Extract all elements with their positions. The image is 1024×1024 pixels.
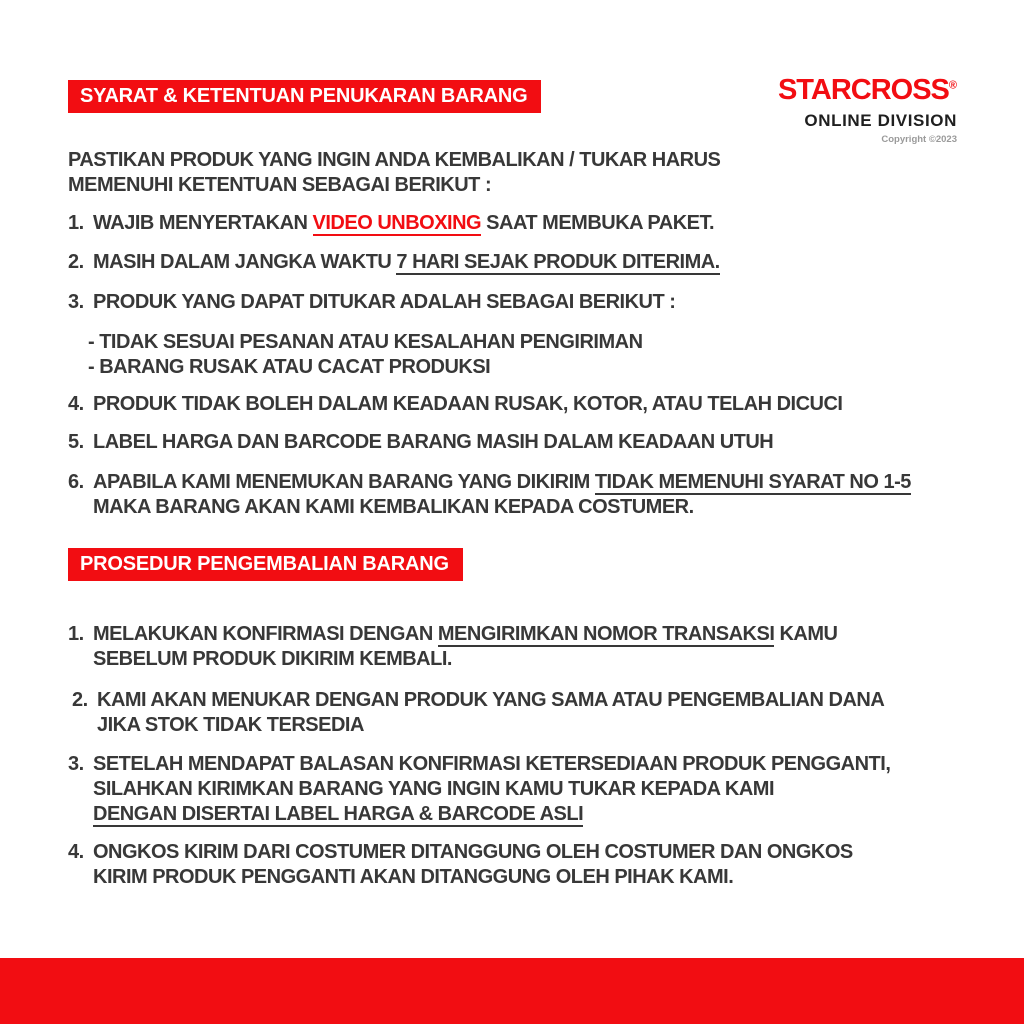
brand-division-label: ONLINE DIVISION bbox=[804, 111, 957, 130]
terms-item-6 bbox=[68, 470, 984, 520]
intro-paragraph bbox=[68, 148, 984, 198]
item-text-segment: MASIH DALAM JANGKA WAKTU bbox=[93, 251, 397, 273]
terms-item-5 bbox=[68, 430, 984, 455]
item-number: 6. bbox=[68, 471, 84, 493]
item-text-line2: SEBELUM PRODUK DIKIRIM KEMBALI. bbox=[93, 648, 452, 670]
section1-header bbox=[68, 80, 984, 113]
terms-item-3 bbox=[68, 290, 984, 315]
item-number: 1. bbox=[68, 212, 84, 234]
section1-header-badge: SYARAT & KETENTUAN PENUKARAN BARANG bbox=[68, 80, 541, 113]
item-text: PRODUK YANG DAPAT DITUKAR ADALAH SEBAGAI BERIKUT : bbox=[93, 291, 676, 313]
item-number: 1. bbox=[68, 623, 84, 645]
highlight-video-unboxing: VIDEO UNBOXING bbox=[312, 212, 482, 234]
item-text-segment: KAMU bbox=[774, 623, 838, 645]
terms-item-3-sublist bbox=[68, 330, 984, 380]
section2-header bbox=[68, 548, 984, 581]
item-number: 2. bbox=[72, 689, 88, 711]
item-text bbox=[93, 250, 984, 275]
item-text: SETELAH MENDAPAT BALASAN KONFIRMASI KETERSEDIAAN PRODUK PENGGANTI, bbox=[93, 753, 891, 775]
item-text-segment: WAJIB MENYERTAKAN bbox=[93, 212, 313, 234]
terms-item-2 bbox=[68, 250, 984, 275]
item-text bbox=[93, 211, 984, 236]
terms-item-4 bbox=[68, 392, 984, 417]
highlight-requirements-1-5: TIDAK MEMENUHI SYARAT NO 1-5 bbox=[594, 471, 911, 493]
highlight-transaction-number: MENGIRIMKAN NOMOR TRANSAKSI bbox=[437, 623, 775, 645]
item-text-line2: SILAHKAN KIRIMKAN BARANG YANG INGIN KAMU TUKAR KEPADA KAMI bbox=[93, 778, 774, 800]
intro-line-1: PASTIKAN PRODUK YANG INGIN ANDA KEMBALIKAN / TUKAR HARUS bbox=[68, 149, 721, 171]
item-text-line2: KIRIM PRODUK PENGGANTI AKAN DITANGGUNG OLEH PIHAK KAMI. bbox=[93, 866, 734, 888]
sub-item-2: - BARANG RUSAK ATAU CACAT PRODUKSI bbox=[88, 356, 491, 378]
item-text-segment: APABILA KAMI MENEMUKAN BARANG YANG DIKIRIM bbox=[93, 471, 595, 493]
item-text: KAMI AKAN MENUKAR DENGAN PRODUK YANG SAMA ATAU PENGEMBALIAN DANA bbox=[97, 689, 885, 711]
item-number: 4. bbox=[68, 841, 84, 863]
copyright-text: Copyright ©2023 bbox=[881, 134, 957, 145]
item-number: 4. bbox=[68, 393, 84, 415]
terms-item-1 bbox=[68, 211, 984, 236]
brand-wordmark: STARCROSS bbox=[777, 74, 949, 106]
item-number: 5. bbox=[68, 431, 84, 453]
item-text: ONGKOS KIRIM DARI COSTUMER DITANGGUNG OLEH COSTUMER DAN ONGKOS bbox=[93, 841, 853, 863]
item-text-line2: JIKA STOK TIDAK TERSEDIA bbox=[97, 714, 364, 736]
highlight-original-label-barcode: DENGAN DISERTAI LABEL HARGA & BARCODE ASLI bbox=[93, 803, 584, 825]
item-text: LABEL HARGA DAN BARCODE BARANG MASIH DALAM KEADAAN UTUH bbox=[93, 431, 774, 453]
item-number: 2. bbox=[68, 251, 84, 273]
procedure-item-2 bbox=[72, 688, 984, 738]
sub-item-1: - TIDAK SESUAI PESANAN ATAU KESALAHAN PENGIRIMAN bbox=[88, 331, 643, 353]
item-text-segment: MELAKUKAN KONFIRMASI DENGAN bbox=[93, 623, 438, 645]
section2-header-badge: PROSEDUR PENGEMBALIAN BARANG bbox=[68, 548, 463, 581]
procedure-item-1 bbox=[68, 622, 984, 672]
highlight-7-days: 7 HARI SEJAK PRODUK DITERIMA. bbox=[396, 251, 720, 273]
item-text: PRODUK TIDAK BOLEH DALAM KEADAAN RUSAK, KOTOR, ATAU TELAH DICUCI bbox=[93, 393, 843, 415]
procedure-item-3 bbox=[68, 752, 984, 827]
item-text bbox=[93, 470, 984, 495]
item-number: 3. bbox=[68, 291, 84, 313]
item-text-line2: MAKA BARANG AKAN KAMI KEMBALIKAN KEPADA COSTUMER. bbox=[93, 496, 694, 518]
item-text bbox=[93, 622, 984, 647]
procedure-item-4 bbox=[68, 840, 984, 890]
item-number: 3. bbox=[68, 753, 84, 775]
intro-line-2: MEMENUHI KETENTUAN SEBAGAI BERIKUT : bbox=[68, 174, 492, 196]
item-text-segment: SAAT MEMBUKA PAKET. bbox=[481, 212, 715, 234]
footer-red-bar bbox=[0, 958, 1024, 1024]
item-text-line3 bbox=[93, 802, 984, 827]
content-column bbox=[68, 80, 984, 890]
registered-trademark-mark: ® bbox=[948, 79, 957, 92]
